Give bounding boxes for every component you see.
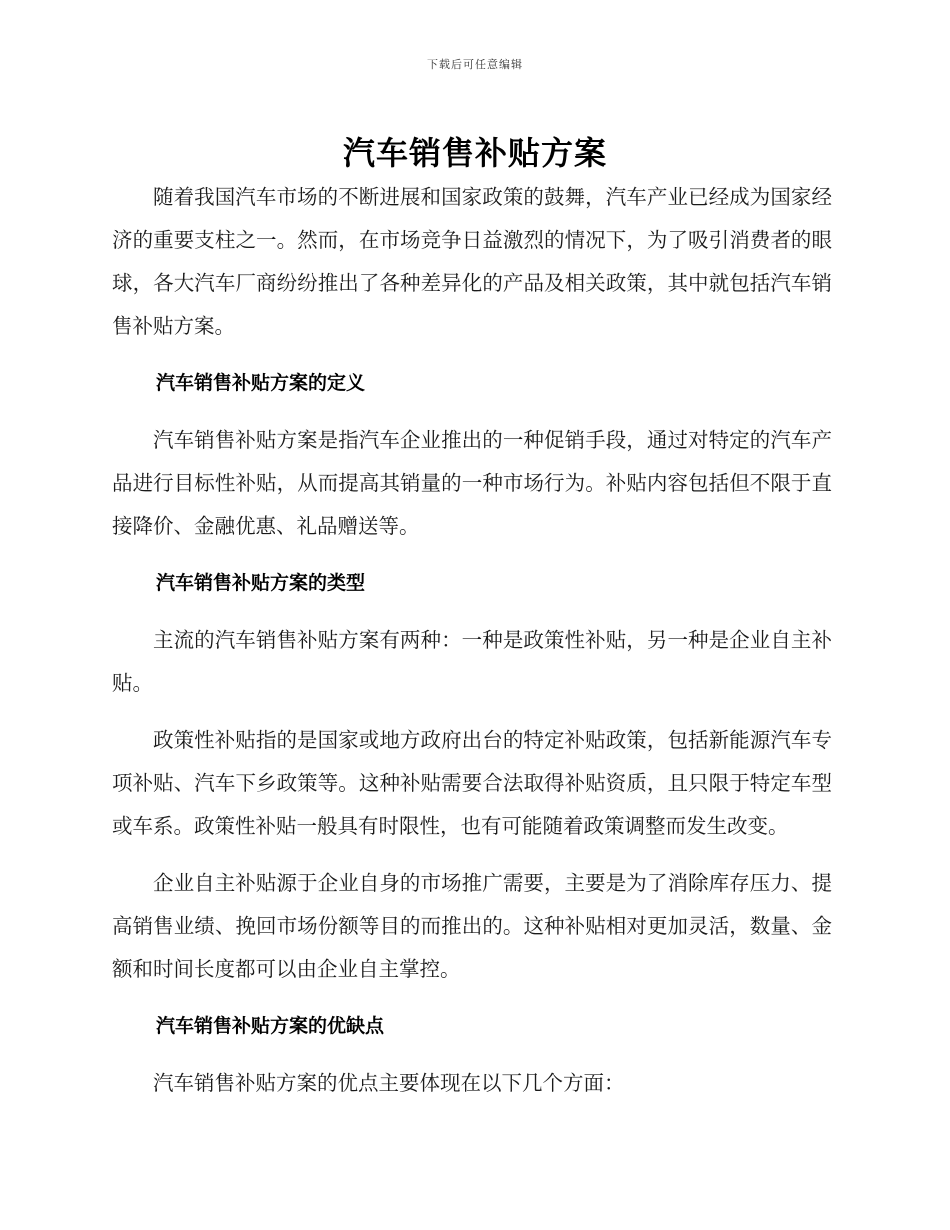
section-heading-pros-cons: 汽车销售补贴方案的优缺点	[156, 1015, 385, 1037]
section-heading-definition: 汽车销售补贴方案的定义	[156, 372, 366, 394]
pros-intro-paragraph: 汽车销售补贴方案的优点主要体现在以下几个方面：	[153, 1071, 625, 1095]
policy-subsidy-paragraph: 政策性补贴指的是国家或地方政府出台的特定补贴政策，包括新能源汽车专项补贴、汽车下乡政策等。这种补贴需要合法取得补贴资质，且只限于特定车型或车系。政策性补贴一般具有时限性，也有可能随着政策调整而发生改变。	[112, 728, 832, 838]
section-heading-types: 汽车销售补贴方案的类型	[156, 572, 366, 594]
enterprise-subsidy-paragraph: 企业自主补贴源于企业自身的市场推广需要，主要是为了消除库存压力、提高销售业绩、挽回市场份额等目的而推出的。这种补贴相对更加灵活，数量、金额和时间长度都可以由企业自主掌控。	[112, 871, 832, 981]
document-body	[112, 176, 832, 1119]
document-title: 汽车销售补贴方案	[342, 134, 607, 172]
intro-paragraph: 随着我国汽车市场的不断进展和国家政策的鼓舞，汽车产业已经成为国家经济的重要支柱之一。然而，在市场竞争日益激烈的情况下，为了吸引消费者的眼球，各大汽车厂商纷纷推出了各种差异化的产品及相关政策，其中就包括汽车销售补贴方案。	[112, 185, 832, 338]
header-note: 下载后可任意编辑	[427, 58, 523, 71]
definition-paragraph: 汽车销售补贴方案是指汽车企业推出的一种促销手段，通过对特定的汽车产品进行目标性补贴，从而提高其销量的一种市场行为。补贴内容包括但不限于直接降价、金融优惠、礼品赠送等。	[112, 428, 832, 538]
types-paragraph: 主流的汽车销售补贴方案有两种：一种是政策性补贴，另一种是企业自主补贴。	[112, 628, 832, 695]
